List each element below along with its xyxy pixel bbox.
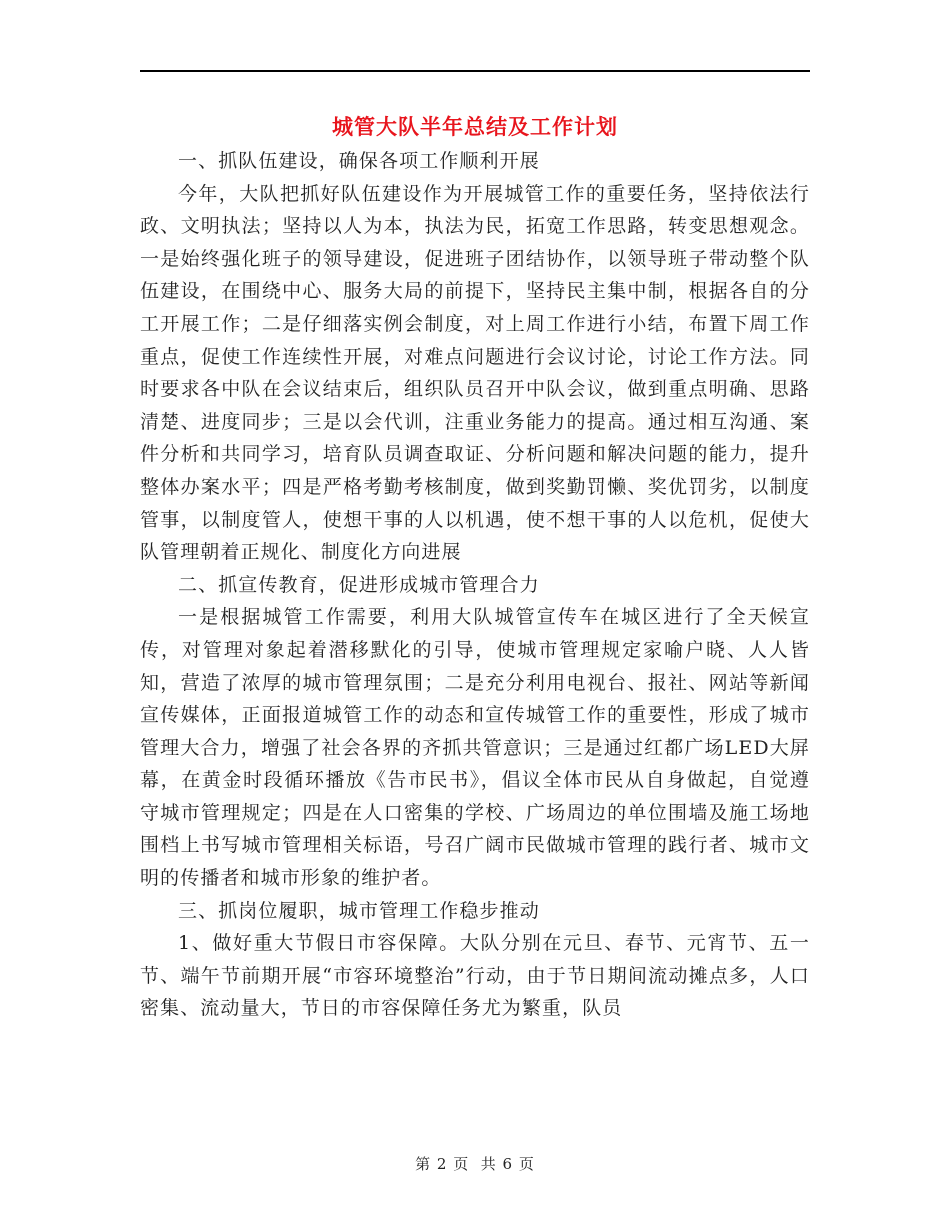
current-page-number: 2 [436,1155,448,1173]
paragraph-3: 1、做好重大节假日市容保障。大队分别在元旦、春节、元宵节、五一节、端午节前期开展“市容环境整治”行动，由于节日期间流动摊点多，人口密集、流动量大，节日的市容保障任务尤为繁重，队员 [140,932,810,1020]
page-label-mid: 页 共 [453,1155,497,1173]
page-footer [140,1153,810,1174]
header-rule [140,70,810,72]
page-label-suffix: 页 [518,1155,535,1173]
section-heading-3: 三、抓岗位履职，城市管理工作稳步推动 [178,899,540,922]
paragraph-2: 一是根据城管工作需要，利用大队城管宣传车在城区进行了全天候宣传，对管理对象起着潜移默化的引导，使城市管理规定家喻户晓、人人皆知，营造了浓厚的城市管理氛围；二是充分利用电视台、报社、网站等新闻宣传媒体，正面报道城管工作的动态和宣传城管工作的重要性，形成了城市管理大合力，增强了社会各界的齐抓共管意识；三是通过红都广场LED大屏幕，在黄金时段循环播放《告市民书》，倡议全体市民从自身做起，自觉遵守城市管理规定；四是在人口密集的学校、广场周边的单位围墙及施工场地围档上书写城市管理相关标语，号召广阔市民做城市管理的践行者、城市文明的传播者和城市形象的维护者。 [140,606,810,890]
section-heading-2: 二、抓宣传教育，促进形成城市管理合力 [178,573,540,596]
section-heading-1: 一、抓队伍建设，确保各项工作顺利开展 [178,150,540,172]
document-title: 城管大队半年总结及工作计划 [332,114,618,139]
document-body [140,145,810,1025]
paragraph-1: 今年，大队把抓好队伍建设作为开展城管工作的重要任务，坚持依法行政、文明执法；坚持以人为本，执法为民，拓宽工作思路，转变思想观念。一是始终强化班子的领导建设，促进班子团结协作，以领导班子带动整个队伍建设，在围绕中心、服务大局的前提下，坚持民主集中制，根据各自的分工开展工作；二是仔细落实例会制度，对上周工作进行小结，布置下周工作重点，促使工作连续性开展，对难点问题进行会议讨论，讨论工作方法。同时要求各中队在会议结束后，组织队员召开中队会议，做到重点明确、思路清楚、进度同步；三是以会代训，注重业务能力的提高。通过相互沟通、案件分析和共同学习，培育队员调查取证、分析问题和解决问题的能力，提升整体办案水平；四是严格考勤考核制度，做到奖勤罚懒、奖优罚劣，以制度管事，以制度管人，使想干事的人以机遇，使不想干事的人以危机，促使大队管理朝着正规化、制度化方向进展 [140,182,810,564]
page-label-prefix: 第 [415,1155,432,1173]
total-pages-number: 6 [502,1155,514,1173]
